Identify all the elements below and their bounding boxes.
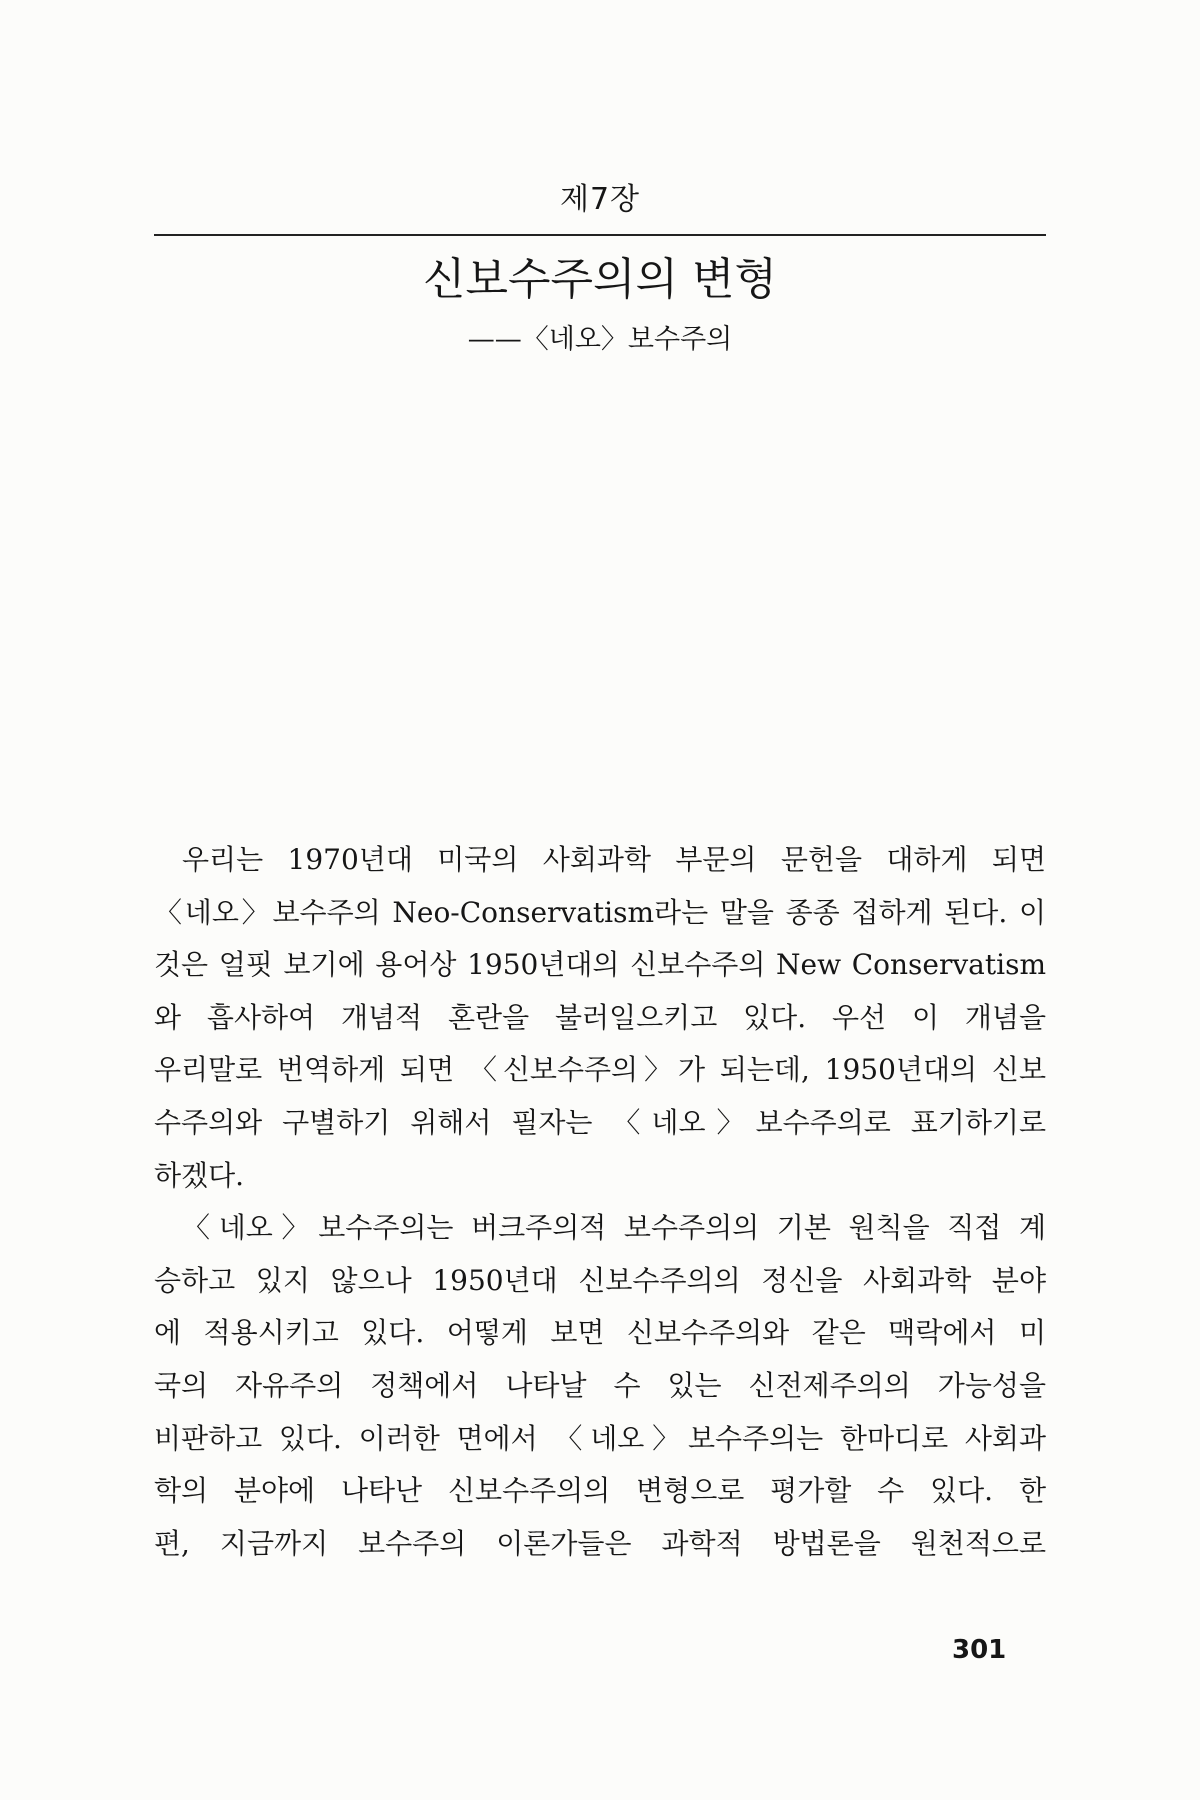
chapter-divider [154,234,1046,236]
paragraph-1 [154,834,1046,1202]
body-text [154,834,1046,1570]
paragraph-1-line-7: 하겠다. [154,1158,245,1192]
paragraph-1-line-3: 것은 얼핏 보기에 용어상 1950년대의 신보수주의 New Conservatism [154,948,1046,982]
paragraph-2 [154,1202,1046,1570]
paragraph-1-line-1: 우리는 1970년대 미국의 사회과학 부문의 문헌을 대하게 되면 [182,843,1046,876]
paragraph-1-line-2: 〈네오〉보수주의 Neo-Conservatism라는 말을 종종 접하게 된다. 이 [154,895,1046,929]
chapter-title: 신보수주의의 변형 [422,254,778,305]
paragraph-2-line-4: 국의 자유주의 정책에서 나타날 수 있는 신전제주의의 가능성을 [154,1368,1046,1402]
paragraph-2-line-1: 〈네오〉보수주의는 버크주의적 보수주의의 기본 원칙을 직접 계 [182,1211,1046,1245]
paragraph-2-line-6: 학의 분야에 나타난 신보수주의의 변형으로 평가할 수 있다. 한 [154,1474,1046,1508]
page-number: 301 [952,1635,1007,1665]
paragraph-1-line-5: 우리말로 번역하게 되면 〈신보수주의〉가 되는데, 1950년대의 신보 [154,1053,1046,1087]
paragraph-2-line-7: 편, 지금까지 보수주의 이론가들은 과학적 방법론을 원천적으로 [154,1526,1046,1560]
paragraph-1-line-6: 수주의와 구별하기 위해서 필자는 〈네오〉보수주의로 표기하기로 [154,1105,1046,1139]
paragraph-2-line-2: 승하고 있지 않으나 1950년대 신보수주의의 정신을 사회과학 분야 [154,1263,1046,1297]
paragraph-2-line-5: 비판하고 있다. 이러한 면에서 〈네오〉보수주의는 한마디로 사회과 [154,1421,1046,1455]
paragraph-2-line-3: 에 적용시키고 있다. 어떻게 보면 신보수주의와 같은 맥락에서 미 [154,1316,1046,1350]
chapter-label: 제7장 [559,182,641,217]
chapter-subtitle: ——〈네오〉보수주의 [467,324,733,355]
paragraph-1-line-4: 와 흡사하여 개념적 혼란을 불러일으키고 있다. 우선 이 개념을 [154,1000,1046,1034]
